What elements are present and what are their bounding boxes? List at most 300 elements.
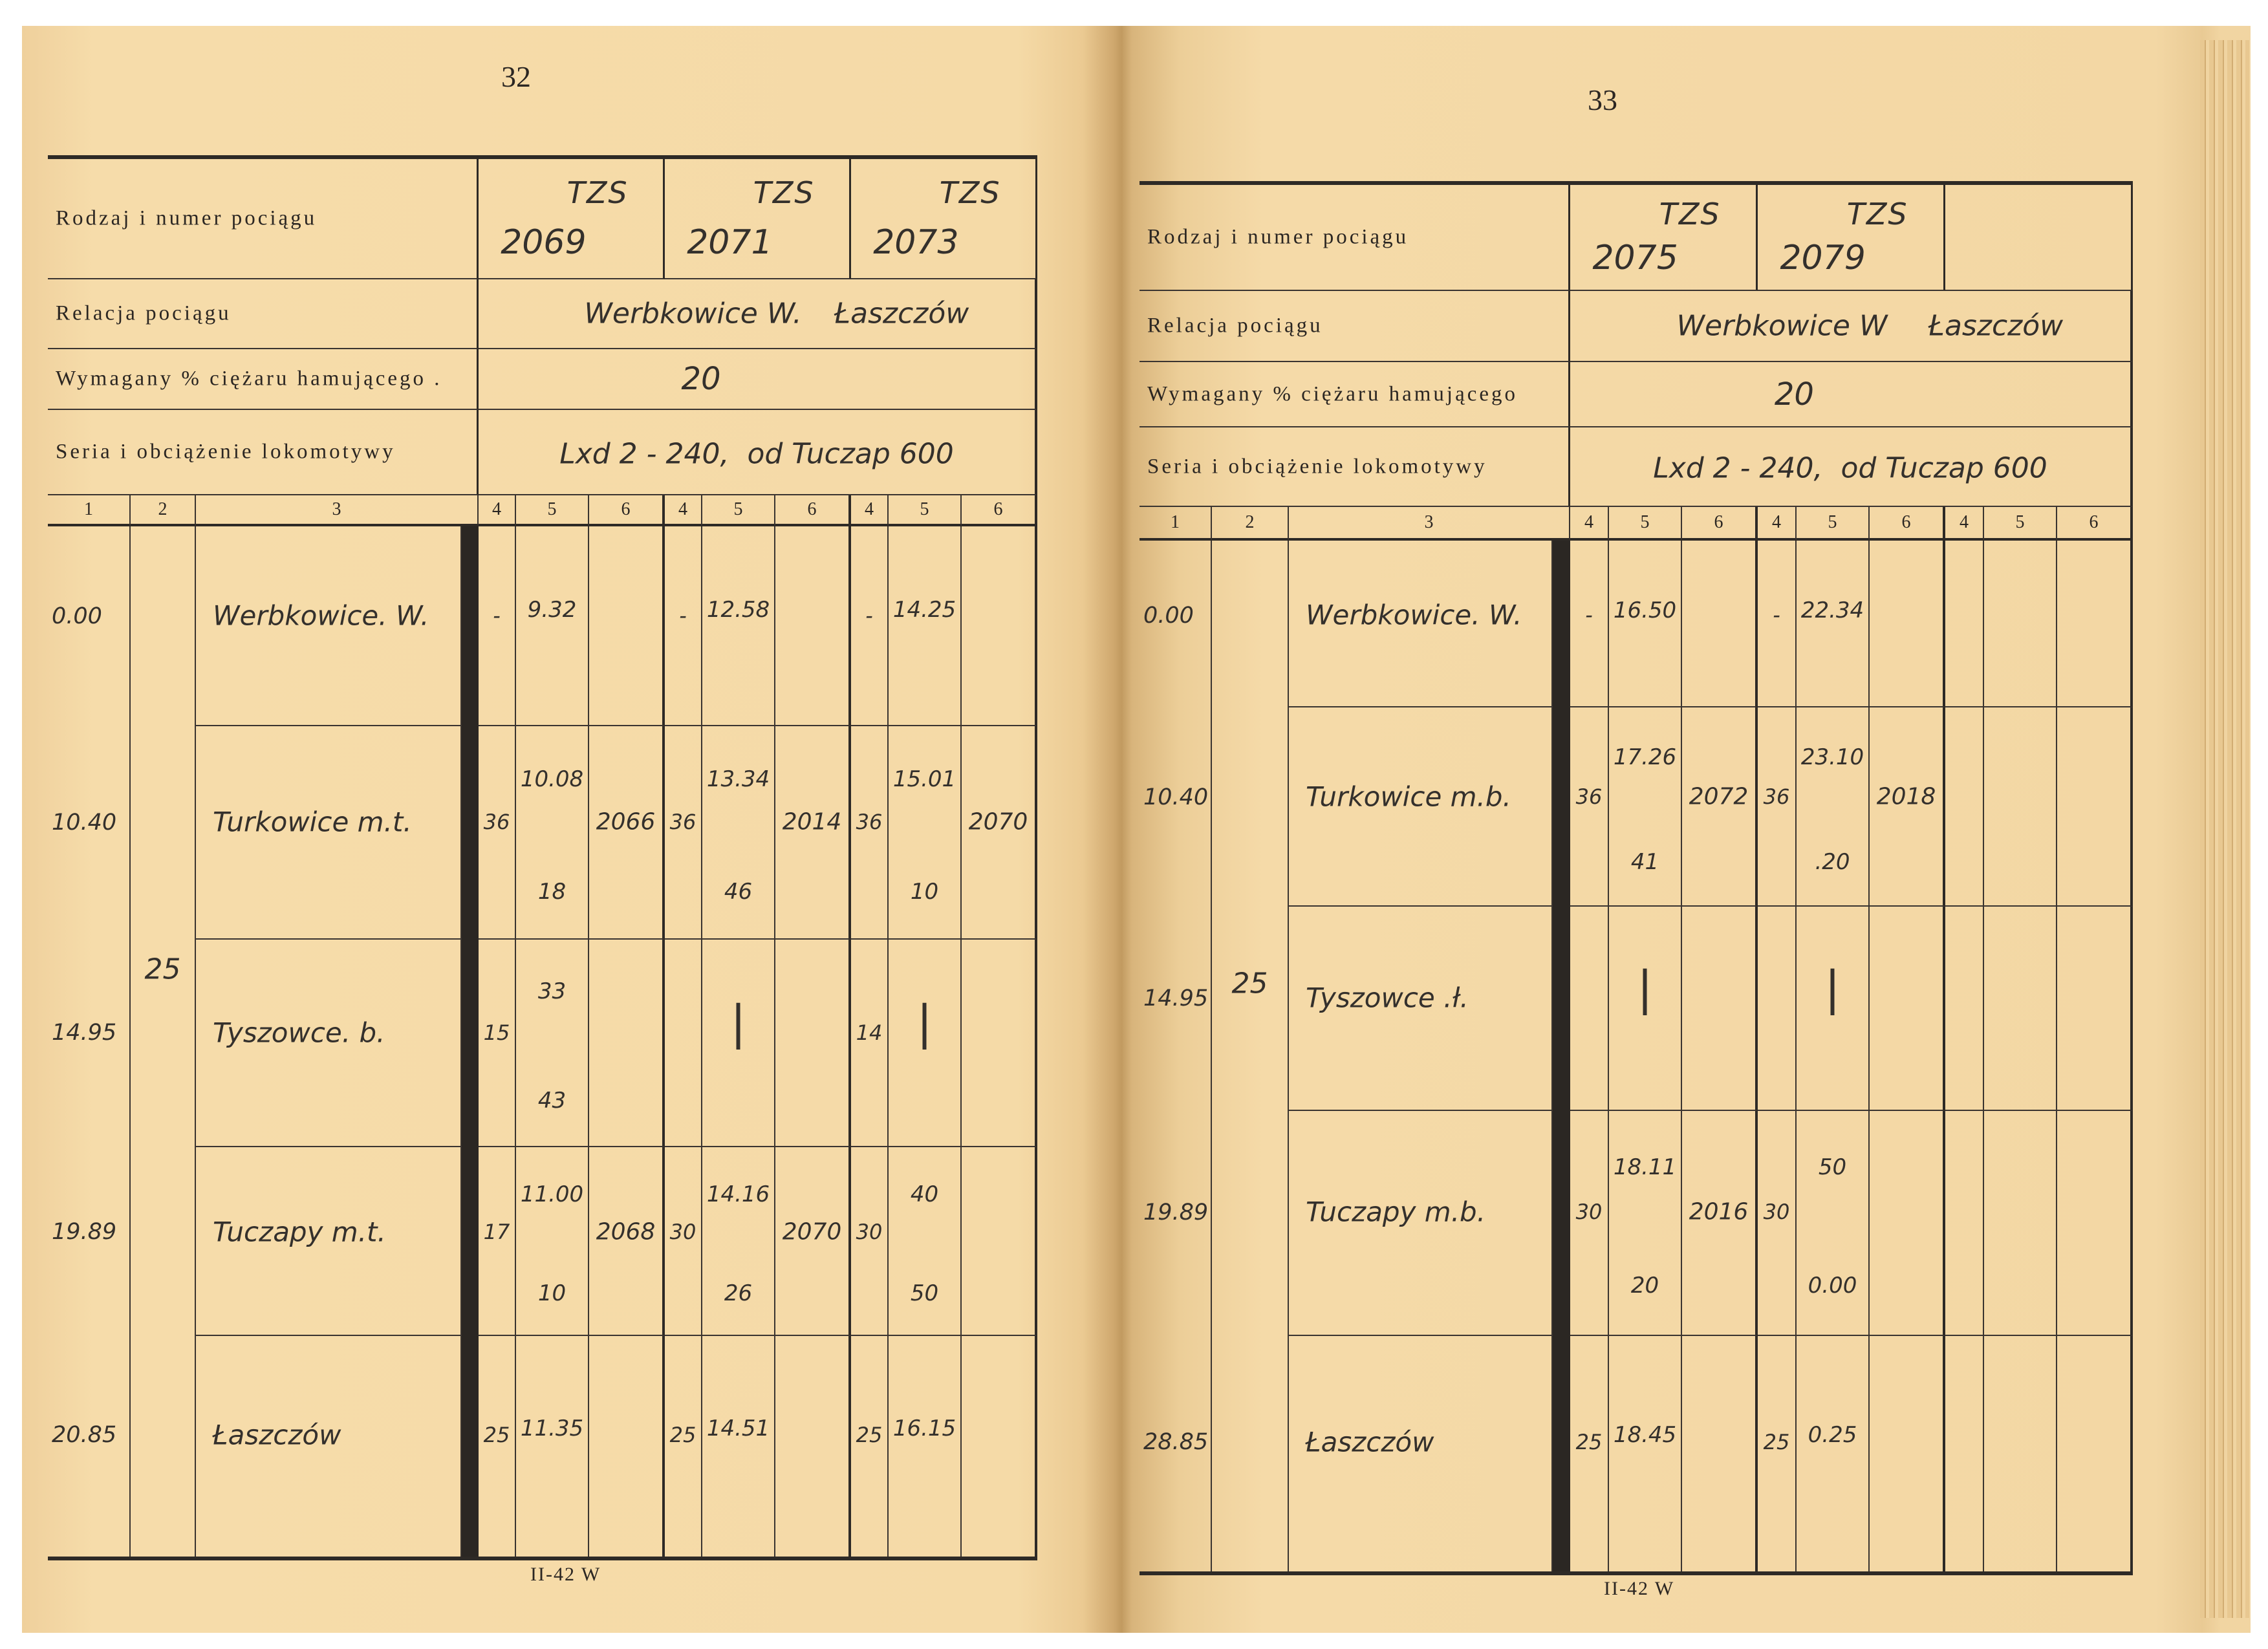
kilometre: 0.00 (52, 603, 102, 630)
running-time-cell (1945, 541, 1984, 707)
departure-time: 0.25 (1808, 1421, 1857, 1448)
crossing-train-number: 2066 (596, 808, 656, 835)
train-header-3 (851, 159, 1037, 279)
pass-through-mark: | (1637, 960, 1653, 1015)
time-cell (1797, 1336, 1870, 1571)
running-time: - (679, 603, 687, 629)
thick-divider (1553, 541, 1570, 1571)
departure-time: 26 (724, 1280, 753, 1307)
crossing-train-cell (589, 1147, 665, 1336)
departure-time: 18.45 (1613, 1421, 1677, 1448)
running-time-cell (1945, 1111, 1984, 1336)
train-label-cell (1139, 185, 1570, 291)
running-time: 15 (483, 1020, 510, 1045)
relation-label: Relacja pociągu (1147, 314, 1323, 338)
crossing-train-cell (2057, 707, 2133, 907)
crossing-train-cell (589, 726, 665, 940)
departure-time: 12.58 (706, 596, 770, 623)
running-time: 36 (856, 809, 883, 834)
relation-to: Łaszczów (834, 297, 969, 330)
train-number: 2073 (873, 222, 959, 262)
column-number-label: 4 (865, 499, 874, 519)
station-cell (196, 526, 462, 726)
km-cell (1139, 1336, 1212, 1571)
running-time-cell (479, 726, 516, 940)
column-number-label: 5 (2015, 512, 2025, 532)
running-time: - (493, 603, 501, 629)
crossing-train-cell (1682, 1336, 1758, 1571)
column-number-label: 4 (1960, 512, 1969, 532)
train-number: 2079 (1780, 239, 1866, 278)
crossing-train-cell (589, 526, 665, 726)
kilometre: 20.85 (52, 1422, 117, 1449)
arrival-time: 11.00 (520, 1181, 584, 1207)
running-time-cell (1570, 707, 1609, 907)
km-cell (48, 726, 131, 940)
departure-time: 9.32 (527, 596, 577, 623)
column-number (589, 495, 665, 526)
station-cell (1289, 707, 1553, 907)
train-category: TZS (1846, 197, 1908, 232)
train-header-1 (1570, 185, 1758, 291)
running-time: 25 (856, 1423, 883, 1448)
km-cell (48, 1147, 131, 1336)
departure-time: .20 (1815, 848, 1850, 875)
crossing-train-number: 2070 (782, 1218, 842, 1245)
column-number-label: 2 (158, 499, 167, 519)
crossing-train-number: 2072 (1689, 783, 1749, 810)
crossing-train-number: 2068 (596, 1218, 656, 1245)
train-number: 2071 (687, 222, 773, 262)
crossing-train-cell (962, 940, 1037, 1147)
train-category: TZS (939, 175, 1001, 210)
page-footer-code: II-42 W (530, 1564, 601, 1585)
station-cell (196, 1336, 462, 1557)
running-time: 25 (1575, 1429, 1603, 1454)
running-time-cell (1570, 1336, 1609, 1571)
timetable-table (1139, 181, 2133, 1575)
running-time-cell (665, 726, 702, 940)
train-number: 2069 (501, 222, 587, 262)
arrival-time: 18.11 (1613, 1154, 1677, 1180)
column-number-label: 4 (492, 499, 501, 519)
pass-through-mark: | (1824, 960, 1841, 1015)
running-time-cell (1758, 1111, 1797, 1336)
time-cell (1984, 907, 2057, 1111)
station-cell (196, 1147, 462, 1336)
station-name: Łaszczów (1306, 1426, 1434, 1458)
kilometre: 28.85 (1143, 1428, 1209, 1455)
page-footer-code: II-42 W (1604, 1578, 1675, 1599)
running-time-cell (851, 726, 889, 940)
running-time: 36 (1763, 784, 1790, 809)
station-name: Tyszowce. b. (213, 1017, 385, 1049)
crossing-train-cell (1682, 907, 1758, 1111)
relation-to: Łaszczów (1928, 309, 2064, 343)
arrival-time: 10.08 (520, 766, 584, 792)
column-number-label: 6 (993, 499, 1003, 519)
running-time: 25 (669, 1423, 697, 1448)
column-number (1682, 507, 1758, 541)
time-cell (702, 726, 775, 940)
train-label: Rodzaj i numer pociągu (56, 206, 318, 230)
column-number (1758, 507, 1797, 541)
departure-time: 10 (910, 878, 939, 905)
crossing-train-cell (775, 726, 851, 940)
crossing-train-cell (775, 1147, 851, 1336)
running-time: 36 (483, 809, 510, 834)
running-time: 30 (1763, 1199, 1790, 1224)
locomotive-label-cell (48, 410, 479, 495)
running-time-cell (1945, 1336, 1984, 1571)
departure-time: 20 (1630, 1272, 1659, 1299)
column-number (2057, 507, 2133, 541)
running-time-cell (665, 526, 702, 726)
departure-time: 43 (537, 1087, 567, 1114)
crossing-train-cell (962, 1336, 1037, 1557)
departure-time: 14.25 (892, 596, 956, 623)
running-time: 14 (856, 1020, 883, 1045)
running-time: - (1585, 603, 1593, 628)
time-cell (516, 526, 589, 726)
time-cell (1797, 707, 1870, 907)
crossing-train-cell (2057, 541, 2133, 707)
crossing-train-cell (1870, 1111, 1945, 1336)
train-header-2 (665, 159, 851, 279)
arrival-time: 40 (910, 1181, 939, 1207)
column-number-label: 4 (678, 499, 687, 519)
km-cell (1139, 1111, 1212, 1336)
locomotive-value: Lxd 2 - 240, od Tuczap 600 (559, 437, 954, 471)
pass-through-mark: | (916, 995, 933, 1050)
column-number (479, 495, 516, 526)
timetable-table (48, 155, 1037, 1560)
column-number (1570, 507, 1609, 541)
station-name: Tyszowce .ł. (1306, 982, 1469, 1014)
running-time: 25 (1763, 1429, 1790, 1454)
time-cell (702, 1147, 775, 1336)
brake-label-cell (48, 349, 479, 410)
crossing-train-cell (1870, 541, 1945, 707)
running-time: 25 (483, 1423, 510, 1448)
arrival-time: 13.34 (706, 766, 770, 792)
locomotive-value: Lxd 2 - 240, od Tuczap 600 (1653, 451, 2047, 485)
crossing-train-cell (775, 1336, 851, 1557)
time-cell (516, 1147, 589, 1336)
column-number (1212, 507, 1289, 541)
column-number-label: 1 (84, 499, 93, 519)
brake-label-cell (1139, 362, 1570, 427)
running-time-cell (1570, 541, 1609, 707)
time-cell (1984, 707, 2057, 907)
column-number-label: 6 (621, 499, 631, 519)
running-time-cell (479, 1336, 516, 1557)
crossing-train-number: 2016 (1689, 1198, 1749, 1225)
station-cell (196, 940, 462, 1147)
crossing-train-cell (2057, 1336, 2133, 1571)
running-time-cell (665, 1336, 702, 1557)
station-cell (1289, 1336, 1553, 1571)
crossing-train-cell (2057, 1111, 2133, 1336)
column-number-label: 6 (1714, 512, 1723, 532)
running-time-cell (851, 1147, 889, 1336)
station-name: Tuczapy m.b. (1306, 1196, 1486, 1228)
departure-time: 0.00 (1808, 1272, 1857, 1299)
page-number: 33 (1588, 83, 1617, 116)
train-label-cell (48, 159, 479, 279)
column-number-label: 3 (332, 499, 341, 519)
relation-value-cell (479, 279, 1037, 349)
running-time-cell (1570, 1111, 1609, 1336)
time-cell (516, 726, 589, 940)
kilometre: 14.95 (52, 1020, 117, 1046)
speed-cell (131, 526, 196, 1557)
crossing-train-number: 2018 (1876, 783, 1936, 810)
time-cell (1797, 541, 1870, 707)
column-number (196, 495, 479, 526)
time-cell (516, 940, 589, 1147)
train-header-1 (479, 159, 665, 279)
running-time-cell (851, 1336, 889, 1557)
time-cell (516, 1336, 589, 1557)
column-number (665, 495, 702, 526)
column-number (702, 495, 775, 526)
page-number: 32 (501, 60, 531, 93)
station-cell (1289, 541, 1553, 707)
column-number-label: 1 (1171, 512, 1180, 532)
relation-from: Werbkowice W (1676, 309, 1888, 343)
column-number (516, 495, 589, 526)
brake-value-cell (1570, 362, 2133, 427)
column-number-label: 5 (547, 499, 557, 519)
column-number (962, 495, 1037, 526)
column-number (1609, 507, 1682, 541)
column-number-label: 6 (807, 499, 817, 519)
time-cell (702, 1336, 775, 1557)
running-time-cell (1758, 1336, 1797, 1571)
column-number-label: 5 (1828, 512, 1837, 532)
crossing-train-cell (775, 526, 851, 726)
time-cell (1984, 1336, 2057, 1571)
kilometre: 19.89 (1143, 1199, 1209, 1225)
running-time-cell (665, 940, 702, 1147)
running-time: - (1773, 603, 1780, 628)
running-time-cell (479, 940, 516, 1147)
crossing-train-cell (1870, 707, 1945, 907)
kilometre: 19.89 (52, 1219, 117, 1245)
running-time: 30 (669, 1219, 697, 1244)
brake-percentage-value: 20 (681, 361, 721, 397)
departure-time: 16.15 (892, 1416, 956, 1442)
crossing-train-cell (1682, 541, 1758, 707)
kilometre: 14.95 (1143, 986, 1209, 1012)
column-number (1945, 507, 1984, 541)
speed-limit: 25 (1231, 967, 1268, 1000)
column-number-label: 3 (1424, 512, 1434, 532)
running-time: - (865, 603, 873, 629)
station-name: Werbkowice. W. (1306, 599, 1522, 631)
relation-value-cell (1570, 291, 2133, 362)
relation-from: Werbkowice W. (584, 297, 802, 330)
km-cell (48, 940, 131, 1147)
running-time-cell (851, 526, 889, 726)
time-cell (1609, 1336, 1682, 1571)
crossing-train-number: 2014 (782, 808, 842, 835)
departure-time: 46 (724, 878, 753, 905)
crossing-train-cell (2057, 907, 2133, 1111)
running-time-cell (479, 526, 516, 726)
relation-label: Relacja pociągu (56, 301, 232, 325)
running-time-cell (1570, 907, 1609, 1111)
column-number (131, 495, 196, 526)
time-cell (1609, 541, 1682, 707)
relation-label-cell (1139, 291, 1570, 362)
running-time: 17 (483, 1219, 510, 1244)
running-time-cell (479, 1147, 516, 1336)
departure-time: 16.50 (1613, 597, 1677, 623)
train-category: TZS (1659, 197, 1721, 232)
station-name: Turkowice m.b. (1306, 781, 1511, 813)
crossing-train-cell (589, 1336, 665, 1557)
train-label: Rodzaj i numer pociągu (1147, 225, 1409, 249)
station-name: Turkowice m.t. (213, 806, 412, 838)
crossing-train-cell (775, 940, 851, 1147)
km-cell (1139, 907, 1212, 1111)
column-number (775, 495, 851, 526)
km-cell (48, 526, 131, 726)
departure-time: 18 (537, 878, 567, 905)
column-number-label: 6 (2089, 512, 2099, 532)
time-cell (889, 1147, 962, 1336)
running-time-cell (1758, 707, 1797, 907)
time-cell (889, 940, 962, 1147)
running-time: 36 (1575, 784, 1603, 809)
speed-cell (1212, 541, 1289, 1571)
train-number: 2075 (1592, 239, 1678, 278)
departure-time: 50 (910, 1280, 939, 1307)
departure-time: 41 (1630, 848, 1659, 875)
relation-label-cell (48, 279, 479, 349)
crossing-train-number: 2070 (968, 808, 1028, 835)
locomotive-value-cell (479, 410, 1037, 495)
column-number (48, 495, 131, 526)
column-number (1289, 507, 1570, 541)
brake-value-cell (479, 349, 1037, 410)
km-cell (1139, 541, 1212, 707)
thick-divider (462, 526, 479, 1557)
departure-time: 14.51 (706, 1416, 770, 1442)
locomotive-label: Seria i obciążenie lokomotywy (1147, 455, 1487, 478)
time-cell (1984, 1111, 2057, 1336)
kilometre: 10.40 (52, 809, 117, 835)
arrival-time: 33 (537, 978, 567, 1004)
km-cell (48, 1336, 131, 1557)
train-header-3 (1945, 185, 2133, 291)
time-cell (1609, 707, 1682, 907)
column-number (889, 495, 962, 526)
column-number (1870, 507, 1945, 541)
km-cell (1139, 707, 1212, 907)
column-number-label: 5 (1640, 512, 1650, 532)
time-cell (1609, 907, 1682, 1111)
column-number (1139, 507, 1212, 541)
running-time-cell (1758, 907, 1797, 1111)
departure-time: 22.34 (1800, 597, 1864, 623)
time-cell (889, 726, 962, 940)
running-time: 36 (669, 809, 697, 834)
train-category: TZS (567, 175, 629, 210)
kilometre: 0.00 (1143, 603, 1194, 629)
time-cell (889, 1336, 962, 1557)
locomotive-value-cell (1570, 427, 2133, 507)
column-number-label: 5 (733, 499, 743, 519)
speed-limit: 25 (144, 953, 181, 986)
running-time-cell (1945, 707, 1984, 907)
brake-percentage-value: 20 (1774, 376, 1814, 413)
station-name: Łaszczów (213, 1419, 341, 1451)
column-number-label: 4 (1584, 512, 1593, 532)
crossing-train-cell (589, 940, 665, 1147)
station-cell (1289, 907, 1553, 1111)
crossing-train-cell (962, 526, 1037, 726)
departure-time: 10 (537, 1280, 567, 1307)
train-header-2 (1758, 185, 1945, 291)
kilometre: 10.40 (1143, 784, 1209, 810)
crossing-train-cell (1870, 907, 1945, 1111)
running-time: 30 (856, 1219, 883, 1244)
column-number-label: 5 (920, 499, 929, 519)
time-cell (702, 940, 775, 1147)
time-cell (1797, 1111, 1870, 1336)
column-number-label: 4 (1772, 512, 1781, 532)
crossing-train-cell (962, 726, 1037, 940)
arrival-time: 15.01 (892, 766, 956, 792)
running-time-cell (1758, 541, 1797, 707)
train-category: TZS (753, 175, 815, 210)
column-number (1984, 507, 2057, 541)
time-cell (1797, 907, 1870, 1111)
locomotive-label-cell (1139, 427, 1570, 507)
column-number-label: 2 (1245, 512, 1255, 532)
running-time: 30 (1575, 1199, 1603, 1224)
station-name: Tuczapy m.t. (213, 1216, 386, 1247)
running-time-cell (665, 1147, 702, 1336)
locomotive-label: Seria i obciążenie lokomotywy (56, 440, 396, 464)
arrival-time: 17.26 (1613, 744, 1677, 770)
time-cell (889, 526, 962, 726)
column-number-label: 6 (1901, 512, 1911, 532)
crossing-train-cell (1682, 1111, 1758, 1336)
pass-through-mark: | (730, 995, 746, 1050)
station-cell (196, 726, 462, 940)
running-time-cell (1945, 907, 1984, 1111)
station-name: Werbkowice. W. (213, 599, 429, 632)
arrival-time: 50 (1818, 1154, 1847, 1180)
column-number (1797, 507, 1870, 541)
brake-percentage-label: Wymagany % ciężaru hamującego . (56, 367, 442, 391)
running-time-cell (851, 940, 889, 1147)
column-number (851, 495, 889, 526)
arrival-time: 23.10 (1800, 744, 1864, 770)
departure-time: 11.35 (520, 1416, 584, 1442)
brake-percentage-label: Wymagany % ciężaru hamującego (1147, 382, 1518, 405)
time-cell (1984, 541, 2057, 707)
crossing-train-cell (1870, 1336, 1945, 1571)
station-cell (1289, 1111, 1553, 1336)
page-stack-edges (2200, 40, 2249, 1618)
time-cell (702, 526, 775, 726)
time-cell (1609, 1111, 1682, 1336)
